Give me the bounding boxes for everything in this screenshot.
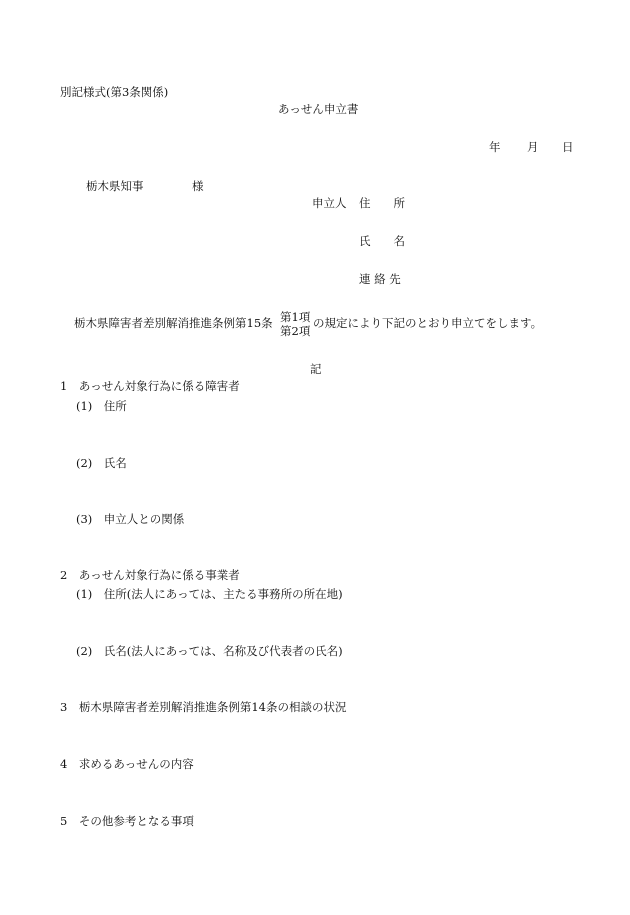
date-day: 日 — [562, 140, 574, 154]
date-year: 年 — [489, 140, 501, 154]
ki-heading: 記 — [310, 362, 322, 376]
date-month: 月 — [527, 140, 539, 154]
section-1-item-2: (2) 氏名 — [76, 456, 127, 470]
addressee-honorific: 様 — [192, 179, 204, 193]
statement-prefix: 栃木県障害者差別解消推進条例第15条 — [74, 316, 273, 330]
paragraph-options — [280, 310, 312, 338]
section-3-heading: 3 栃木県障害者差別解消推進条例第14条の相談の状況 — [60, 700, 347, 714]
applicant-name-label: 氏 名 — [359, 234, 405, 248]
applicant-label: 申立人 — [312, 196, 347, 210]
form-label: 別記様式(第3条関係) — [60, 85, 169, 99]
section-5-heading: 5 その他参考となる事項 — [60, 814, 194, 828]
applicant-address-label: 住 所 — [359, 196, 405, 210]
section-1-item-1: (1) 住所 — [76, 399, 127, 413]
section-1-heading: 1 あっせん対象行為に係る障害者 — [60, 379, 240, 393]
section-2-item-2: (2) 氏名(法人にあっては、名称及び代表者の氏名) — [76, 644, 343, 658]
section-4-heading: 4 求めるあっせんの内容 — [60, 757, 194, 771]
section-2-heading: 2 あっせん対象行為に係る事業者 — [60, 568, 240, 582]
statement-suffix: の規定により下記のとおり申立てをします。 — [313, 316, 543, 330]
applicant-contact-label: 連 絡 先 — [359, 272, 401, 286]
addressee-name: 栃木県知事 — [86, 179, 144, 193]
paragraph-option-2: 第2項 — [280, 324, 311, 338]
paragraph-option-1: 第1項 — [280, 310, 311, 324]
section-1-item-3: (3) 申立人との関係 — [76, 512, 185, 526]
document-title: あっせん申立書 — [278, 102, 359, 116]
section-2-item-1: (1) 住所(法人にあっては、主たる事務所の所在地) — [76, 587, 343, 601]
